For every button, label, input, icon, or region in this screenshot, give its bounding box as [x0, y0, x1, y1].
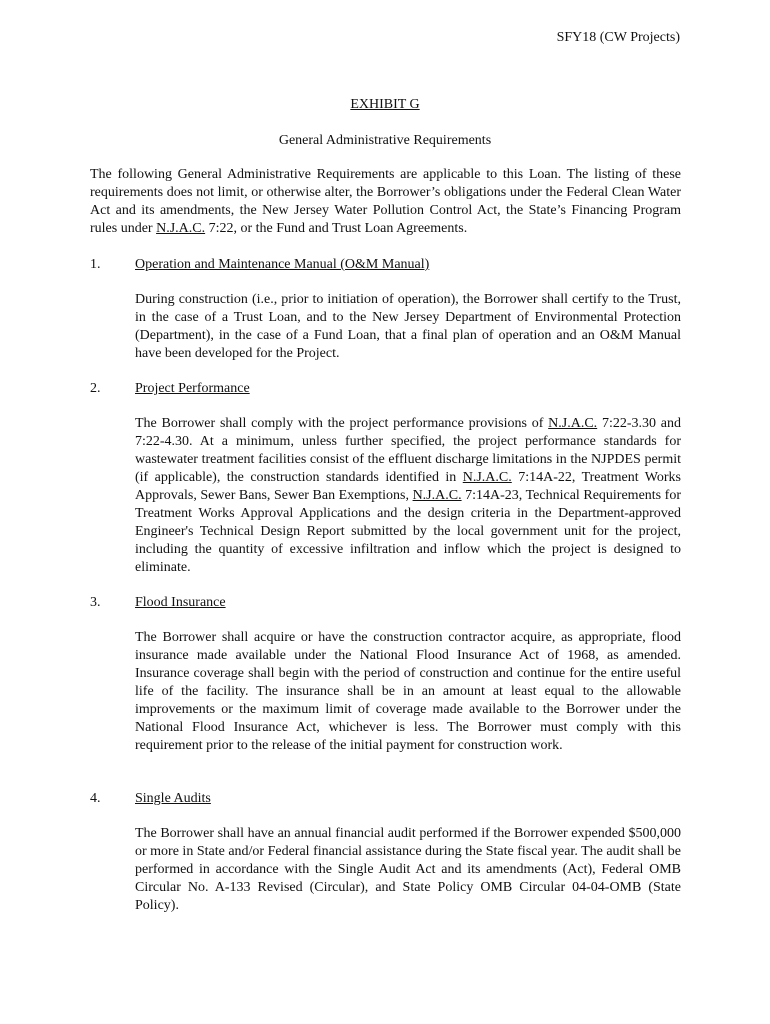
njac-reference: N.J.A.C.	[548, 416, 598, 431]
section-title: Flood Insurance	[135, 595, 226, 610]
section-body-part: The Borrower shall comply with the project performance provisions of	[135, 416, 549, 431]
njac-reference: N.J.A.C.	[462, 470, 512, 485]
section-number: 3.	[90, 595, 101, 610]
section-single-audits	[90, 790, 681, 915]
njac-reference: N.J.A.C.	[412, 488, 462, 503]
section-heading	[90, 256, 681, 274]
section-title: Project Performance	[135, 381, 250, 396]
section-heading	[90, 380, 681, 398]
section-heading	[90, 594, 681, 612]
section-title: Single Audits	[135, 791, 211, 806]
section-heading	[90, 790, 681, 808]
section-title: Operation and Maintenance Manual (O&M Manual)	[135, 257, 430, 272]
section-body-part: 7:14A-23, Technical Requirements for Treatment Works Approval Applications and the design criteria in the Department-approved Engineer's Technical Design Report submitted by the local government unit for the project, including the quantity of excessive infiltration and inflow which the project is designed to eliminate.	[135, 488, 681, 575]
section-project-performance	[90, 380, 681, 577]
section-om-manual	[90, 256, 681, 363]
section-body-part: 7:22-3.30 and 7:22-4.30. At a minimum, unless further specified, the project performance standards for wastewater treatment facilities consist of the effluent discharge limitations in the NJPDES permit (if applicable), the construction standards identified in	[135, 416, 681, 485]
section-number: 4.	[90, 791, 101, 806]
document-header-label: SFY18 (CW Projects)	[556, 30, 680, 45]
section-flood-insurance	[90, 594, 681, 755]
section-body	[135, 415, 681, 577]
intro-text-part: The following General Administrative Requirements are applicable to this Loan. The listing of these requirements does not limit, or otherwise alter, the Borrower’s obligations under the Federal Clean Water Act and its amendments, the New Jersey Water Pollution Control Act, the State’s Financing Program rules under	[90, 167, 681, 236]
section-number: 2.	[90, 381, 101, 396]
intro-text-part: 7:22, or the Fund and Trust Loan Agreements.	[205, 221, 468, 236]
intro-paragraph	[90, 166, 681, 238]
section-body: The Borrower shall have an annual financial audit performed if the Borrower expended $500,000 or more in State and/or Federal financial assistance during the State fiscal year. The audit shall be performed in accordance with the Single Audit Act and its amendments (Act), Federal OMB Circular No. A-133 Revised (Circular), and State Policy OMB Circular 04-04-OMB (State Policy).	[135, 826, 681, 913]
section-body: During construction (i.e., prior to initiation of operation), the Borrower shall certify to the Trust, in the case of a Trust Loan, and to the New Jersey Department of Environmental Protection (Department), in the case of a Fund Loan, that a final plan of operation and an O&M Manual have been developed for the Project.	[135, 292, 681, 361]
section-body: The Borrower shall acquire or have the construction contractor acquire, as appropriate, flood insurance made available under the National Flood Insurance Act of 1968, as amended. Insurance coverage shall begin with the period of construction and continue for the entire useful life of the facility. The insurance shall be in an amount at least equal to the allowable improvements or the maximum limit of coverage made available to the Borrower under the National Flood Insurance Act, whichever is less. The Borrower must comply with this requirement prior to the release of the initial payment for construction work.	[135, 630, 681, 753]
exhibit-subtitle: General Administrative Requirements	[278, 133, 492, 148]
section-body-part: 7:14A-22, Treatment Works Approvals, Sewer Bans, Sewer Ban Exemptions,	[135, 470, 681, 503]
njac-reference: N.J.A.C.	[156, 221, 206, 236]
section-number: 1.	[90, 257, 101, 272]
exhibit-title: EXHIBIT G	[350, 97, 420, 112]
